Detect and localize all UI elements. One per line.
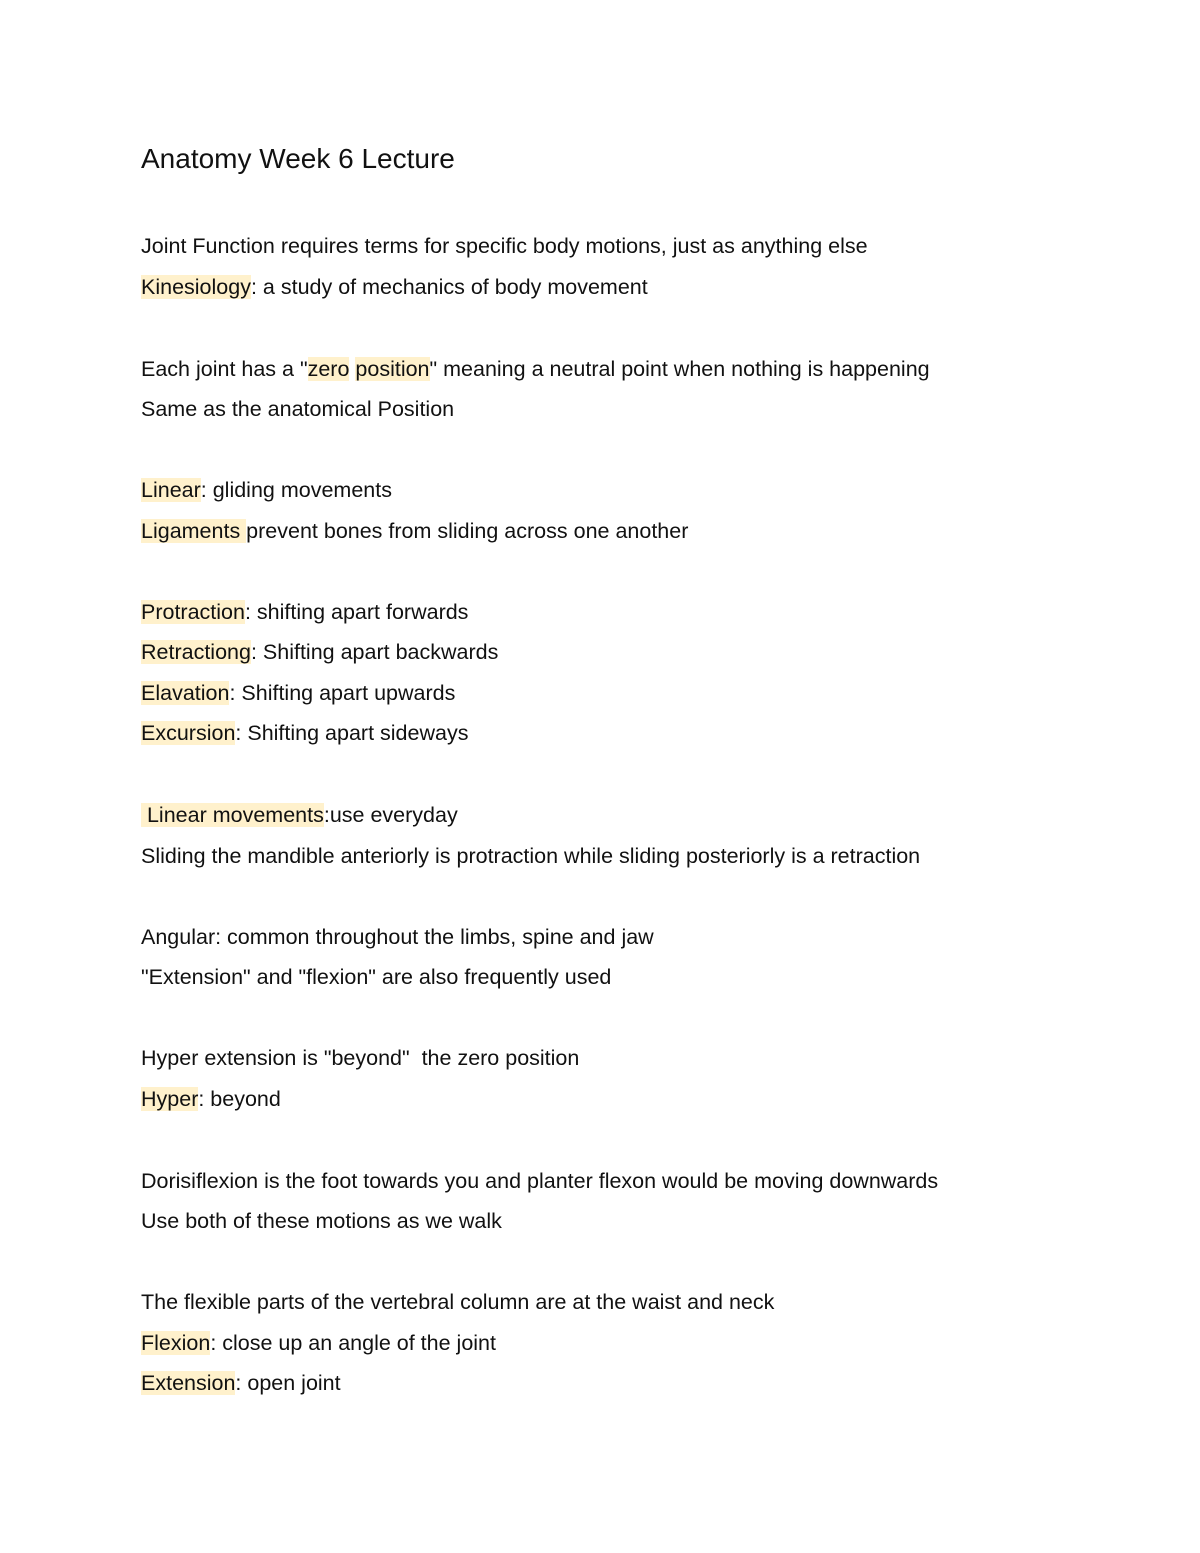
definition-text: :use everyday xyxy=(323,803,458,827)
highlighted-term: Hyper xyxy=(141,1087,199,1111)
definition-extension xyxy=(141,1368,341,1398)
definition-excursion xyxy=(141,718,468,748)
highlighted-term: Elavation xyxy=(141,681,230,705)
definition-linear-movements xyxy=(141,800,458,830)
highlighted-term: Extension xyxy=(141,1371,236,1395)
document-title: Anatomy Week 6 Lecture xyxy=(141,143,455,174)
text-line-anatomical-position: Same as the anatomical Position xyxy=(141,397,455,421)
definition-hyper xyxy=(141,1084,281,1114)
definition-retractiong xyxy=(141,637,498,667)
highlighted-term: Excursion xyxy=(141,721,236,745)
definition-linear xyxy=(141,475,392,505)
text-line-vertebral-column: The flexible parts of the vertebral column are at the waist and neck xyxy=(141,1290,775,1314)
text-line-joint-function: Joint Function requires terms for specific body motions, just as anything else xyxy=(141,234,868,258)
definition-elavation xyxy=(141,678,455,708)
definition-protraction xyxy=(141,597,468,627)
highlighted-term: position xyxy=(355,357,430,381)
definition-text: : Shifting apart upwards xyxy=(229,681,456,705)
text-line-zero-position xyxy=(141,354,930,384)
text-line-dorsiflexion: Dorisiflexion is the foot towards you and planter flexon would be moving downwards xyxy=(141,1169,939,1193)
highlighted-term: Linear movements xyxy=(141,803,324,827)
definition-text: : open joint xyxy=(235,1371,341,1395)
definition-flexion xyxy=(141,1328,496,1358)
highlighted-term: Flexion xyxy=(141,1331,211,1355)
highlighted-term: Kinesiology xyxy=(141,275,251,299)
text-segment: " meaning a neutral point when nothing is happening xyxy=(429,357,930,381)
text-line-walk: Use both of these motions as we walk xyxy=(141,1209,502,1233)
definition-text: : shifting apart forwards xyxy=(244,600,469,624)
highlighted-term: Retractiong xyxy=(141,640,251,664)
definition-text: : Shifting apart sideways xyxy=(235,721,469,745)
highlighted-term: Linear xyxy=(141,478,201,502)
text-segment: Each joint has a " xyxy=(141,357,308,381)
highlighted-term: zero xyxy=(307,357,350,381)
definition-text: : close up an angle of the joint xyxy=(210,1331,496,1355)
text-line-extension-flexion: "Extension" and "flexion" are also frequently used xyxy=(141,965,612,989)
definition-text: : a study of mechanics of body movement xyxy=(250,275,648,299)
definition-text: : gliding movements xyxy=(200,478,392,502)
text-line-angular: Angular: common throughout the limbs, spine and jaw xyxy=(141,925,654,949)
definition-text: prevent bones from sliding across one another xyxy=(246,519,689,543)
highlighted-term: Ligaments xyxy=(141,519,247,543)
definition-text: : beyond xyxy=(198,1087,281,1111)
text-line-mandible: Sliding the mandible anteriorly is protraction while sliding posteriorly is a retraction xyxy=(141,844,921,868)
text-line-hyper-extension: Hyper extension is "beyond" the zero position xyxy=(141,1046,580,1070)
definition-kinesiology xyxy=(141,272,648,302)
definition-ligaments xyxy=(141,516,688,546)
definition-text: : Shifting apart backwards xyxy=(250,640,499,664)
highlighted-term: Protraction xyxy=(141,600,245,624)
